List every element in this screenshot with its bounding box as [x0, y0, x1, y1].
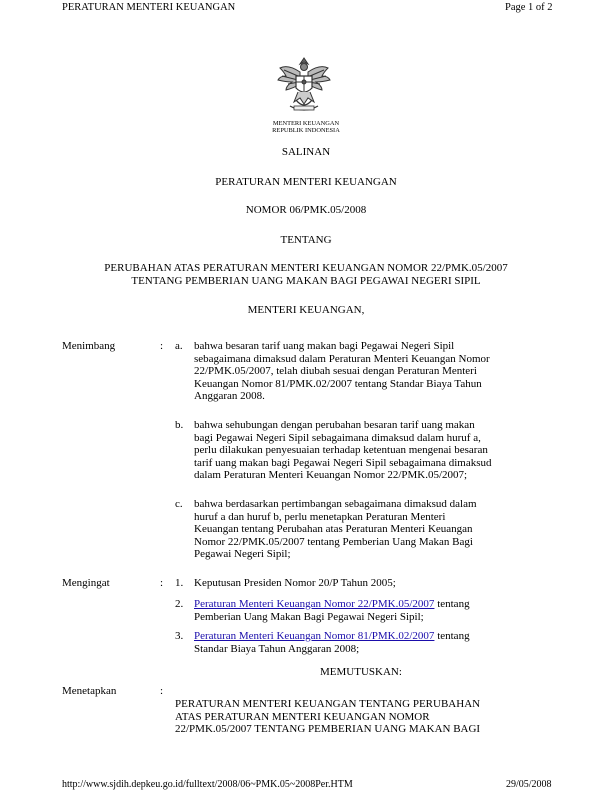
mengingat-label: Mengingat — [62, 577, 110, 589]
item-line: 22/PMK.05/2007, telah diubah sesuai dengan Peraturan Menteri — [194, 365, 477, 378]
item-line: bagi Pegawai Negeri Sipil sebagaimana dimaksud dalam huruf a, — [194, 431, 481, 444]
footer-url: http://www.sjdih.depkeu.go.id/fulltext/2008/06~PMK.05~2008Per.HTM — [62, 779, 353, 790]
minister-heading: MENTERI KEUANGAN, — [247, 304, 365, 316]
regulation-number: NOMOR 06/PMK.05/2008 — [245, 204, 367, 216]
menimbang-colon: : — [160, 340, 164, 352]
item-line: PERATURAN MENTERI KEUANGAN TENTANG PERUBAHAN — [175, 698, 481, 710]
page-indicator: Page 1 of 2 — [505, 2, 553, 13]
item-line: Anggaran 2008. — [194, 390, 265, 403]
menimbang-item-marker: c. — [175, 498, 183, 510]
menimbang-item-b — [194, 419, 564, 482]
menimbang-item-c — [194, 498, 564, 561]
menimbang-label: Menimbang — [62, 340, 116, 352]
salinan-label: SALINAN — [281, 146, 331, 158]
menimbang-item-marker: a. — [175, 340, 183, 352]
garuda-emblem-icon — [272, 54, 336, 118]
regulation-81-link[interactable]: Peraturan Menteri Keuangan Nomor 81/PMK.02/2007 — [194, 630, 435, 642]
item-line: dalam Peraturan Menteri Keuangan Nomor 22/PMK.05/2007; — [194, 469, 468, 482]
item-line: Keuangan Nomor 81/PMK.02/2007 tentang Standar Biaya Tahun — [194, 377, 482, 390]
footer-date: 29/05/2008 — [506, 779, 552, 790]
item-line: bahwa besaran tarif uang makan bagi Pegawai Negeri Sipil — [194, 340, 455, 352]
item-line: huruf a dan huruf b, perlu menetapkan Peraturan Menteri — [194, 510, 446, 523]
regulation-title: PERATURAN MENTERI KEUANGAN — [215, 176, 397, 188]
menimbang-item-a — [194, 340, 564, 403]
mengingat-item-1: Keputusan Presiden Nomor 20/P Tahun 2005; — [194, 577, 396, 589]
subject-line-1: PERUBAHAN ATAS PERATURAN MENTERI KEUANGAN NOMOR 22/PMK.05/2007 — [104, 262, 508, 274]
item-line: Nomor 22/PMK.05/2007 tentang Pemberian Uang Makan Bagi — [194, 535, 473, 548]
emblem-caption-line2: REPUBLIK INDONESIA — [272, 127, 340, 134]
item-line: bahwa berdasarkan pertimbangan sebagaimana dimaksud dalam — [194, 498, 477, 510]
emblem-caption-line1: MENTERI KEUANGAN — [272, 120, 340, 127]
header-title: PERATURAN MENTERI KEUANGAN — [62, 2, 236, 13]
subject-line-2: TENTANG PEMBERIAN UANG MAKAN BAGI PEGAWAI NEGERI SIPIL — [131, 275, 481, 287]
item-line: Keuangan tentang Perubahan atas Peraturan Menteri Keuangan — [194, 523, 473, 536]
link-suffix: tentang — [434, 598, 470, 610]
mengingat-item-marker: 2. — [175, 598, 184, 610]
item-line: sebagaimana dimaksud dalam Peraturan Menteri Keuangan Nomor — [194, 352, 490, 365]
item-line: Standar Biaya Tahun Anggaran 2008; — [194, 642, 360, 655]
mengingat-item-marker: 3. — [175, 630, 184, 642]
item-line: Pemberian Uang Makan Bagi Pegawai Negeri Sipil; — [194, 610, 424, 623]
tentang-label: TENTANG — [280, 234, 332, 246]
menetapkan-text — [175, 698, 575, 736]
mengingat-item-3 — [194, 630, 564, 655]
menetapkan-colon: : — [160, 685, 164, 697]
menetapkan-label: Menetapkan — [62, 685, 117, 697]
item-line: tarif uang makan bagi Pegawai Negeri Sipil sebagaimana dimaksud — [194, 456, 492, 469]
menimbang-item-marker: b. — [175, 419, 184, 431]
mengingat-colon: : — [160, 577, 164, 589]
mengingat-item-2 — [194, 598, 564, 623]
memutuskan-heading: MEMUTUSKAN: — [320, 666, 402, 678]
item-line: bahwa sehubungan dengan perubahan besaran tarif uang makan — [194, 419, 475, 431]
mengingat-item-marker: 1. — [175, 577, 184, 589]
item-line: 22/PMK.05/2007 TENTANG PEMBERIAN UANG MAKAN BAGI — [175, 723, 481, 736]
link-suffix: tentang — [434, 630, 470, 642]
item-line — [194, 630, 564, 643]
item-line: perlu dilakukan penyesuaian terhadap ketentuan mengenai besaran — [194, 444, 488, 457]
item-line: Pegawai Negeri Sipil; — [194, 548, 291, 561]
item-line: ATAS PERATURAN MENTERI KEUANGAN NOMOR — [175, 710, 430, 723]
regulation-22-link[interactable]: Peraturan Menteri Keuangan Nomor 22/PMK.05/2007 — [194, 598, 435, 610]
item-line — [194, 598, 564, 611]
